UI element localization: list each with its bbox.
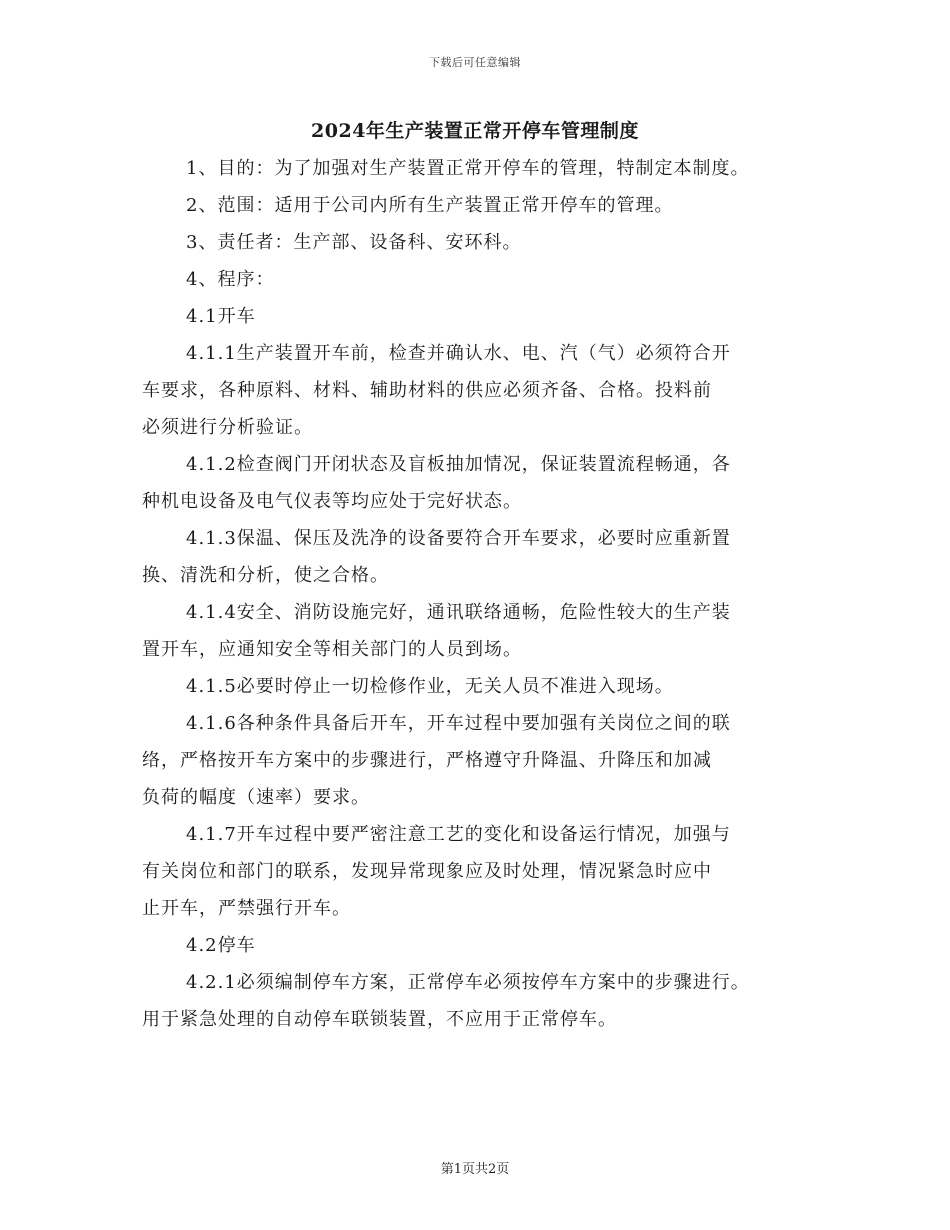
paragraph-line: 4.1.7开车过程中要严密注意工艺的变化和设备运行情况，加强与 — [186, 824, 731, 845]
paragraph-line: 4.1开车 — [186, 306, 256, 327]
paragraph-line: 止开车，严禁强行开车。 — [142, 898, 351, 919]
paragraph-line: 络，严格按开车方案中的步骤进行，严格遵守升降温、升降压和加减 — [142, 750, 712, 771]
paragraph-line: 4.2.1必须编制停车方案，正常停车必须按停车方案中的步骤进行。 — [186, 972, 750, 993]
paragraph — [142, 668, 832, 705]
paragraph-line: 必须进行分析验证。 — [142, 417, 313, 438]
page-header: 下载后可任意编辑 — [429, 56, 521, 69]
paragraph — [142, 816, 832, 927]
paragraph — [142, 964, 832, 1038]
paragraph-line: 2、范围：适用于公司内所有生产装置正常开停车的管理。 — [186, 195, 674, 216]
page-number: 第1页共2页 — [440, 1162, 510, 1177]
paragraph-line: 4.1.1生产装置开车前，检查并确认水、电、汽（气）必须符合开 — [186, 343, 731, 364]
paragraph-line: 有关岗位和部门的联系，发现异常现象应及时处理，情况紧急时应中 — [142, 861, 712, 882]
paragraph — [142, 261, 832, 298]
paragraph-line: 4.1.4安全、消防设施完好，通讯联络通畅，危险性较大的生产装 — [186, 602, 731, 623]
paragraph-line: 4.2停车 — [186, 935, 256, 956]
paragraph — [142, 298, 832, 335]
paragraph — [142, 335, 832, 446]
document-title: 2024年生产装置正常开停车管理制度 — [311, 120, 639, 142]
paragraph-line: 种机电设备及电气仪表等均应处于完好状态。 — [142, 491, 522, 512]
paragraph-line: 4.1.6各种条件具备后开车，开车过程中要加强有关岗位之间的联 — [186, 713, 731, 734]
document-body — [142, 150, 832, 1038]
paragraph-line: 3、责任者：生产部、设备科、安环科。 — [186, 232, 522, 253]
paragraph — [142, 705, 832, 816]
paragraph-line: 车要求，各种原料、材料、辅助材料的供应必须齐备、合格。投料前 — [142, 380, 712, 401]
paragraph — [142, 187, 832, 224]
paragraph — [142, 927, 832, 964]
paragraph — [142, 446, 832, 520]
paragraph — [142, 594, 832, 668]
paragraph-line: 1、目的：为了加强对生产装置正常开停车的管理，特制定本制度。 — [186, 158, 750, 179]
paragraph-line: 换、清洗和分析，使之合格。 — [142, 565, 389, 586]
paragraph-line: 置开车，应通知安全等相关部门的人员到场。 — [142, 639, 522, 660]
paragraph — [142, 224, 832, 261]
paragraph — [142, 150, 832, 187]
paragraph-line: 4.1.3保温、保压及洗净的设备要符合开车要求，必要时应重新置 — [186, 528, 731, 549]
paragraph-line: 负荷的幅度（速率）要求。 — [142, 787, 370, 808]
paragraph-line: 4.1.5必要时停止一切检修作业，无关人员不准进入现场。 — [186, 676, 674, 697]
paragraph-line: 用于紧急处理的自动停车联锁装置，不应用于正常停车。 — [142, 1009, 617, 1030]
paragraph-line: 4、程序： — [186, 269, 275, 290]
paragraph — [142, 520, 832, 594]
paragraph-line: 4.1.2检查阀门开闭状态及盲板抽加情况，保证装置流程畅通，各 — [186, 454, 731, 475]
